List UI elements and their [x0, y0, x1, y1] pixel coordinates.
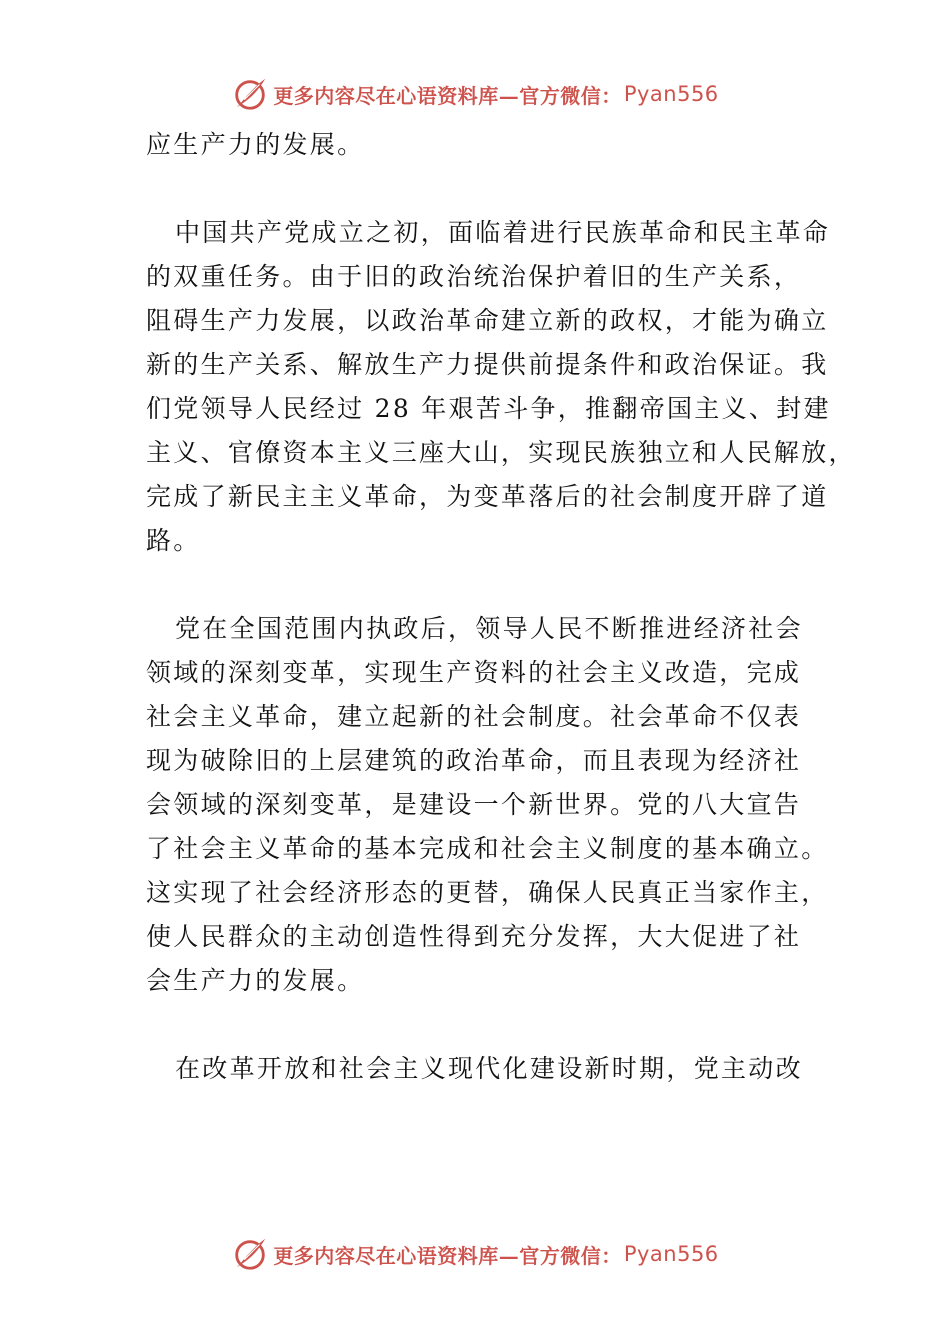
text-line: 应生产力的发展。 — [146, 130, 365, 159]
paragraph-gap — [146, 1003, 846, 1047]
paragraph-gap — [146, 563, 846, 607]
text-line: 了社会主义革命的基本完成和社会主义制度的基本确立。 — [146, 834, 829, 863]
watermark-text: 更多内容尽在心语资料库—官方微信： — [273, 1243, 622, 1268]
document-body — [146, 123, 856, 1091]
text-line: 这实现了社会经济形态的更替，确保人民真正当家作主， — [146, 878, 829, 907]
watermark-text: 更多内容尽在心语资料库—官方微信： — [273, 83, 622, 108]
paragraph — [146, 1047, 846, 1091]
watermark-wechat-id: Pyan556 — [623, 82, 719, 106]
paragraph — [146, 211, 856, 563]
feather-circle-logo-icon — [231, 75, 269, 113]
watermark-wechat-id: Pyan556 — [623, 1242, 719, 1266]
text-line: 的双重任务。由于旧的政治统治保护着旧的生产关系， — [146, 262, 802, 291]
text-line: 党在全国范围内执政后，领导人民不断推进经济社会 — [175, 614, 803, 643]
text-line: 主义、官僚资本主义三座大山，实现民族独立和人民解放， — [146, 438, 856, 467]
text-line: 路。 — [146, 526, 201, 555]
text-line: 领域的深刻变革，实现生产资料的社会主义改造，完成 — [146, 658, 802, 687]
text-line: 阻碍生产力发展，以政治革命建立新的政权，才能为确立 — [146, 306, 829, 335]
text-line: 现为破除旧的上层建筑的政治革命，而且表现为经济社 — [146, 746, 802, 775]
paragraph-gap — [146, 167, 846, 211]
text-line: 完成了新民主主义革命，为变革落后的社会制度开辟了道 — [146, 482, 829, 511]
text-line: 社会主义革命，建立起新的社会制度。社会革命不仅表 — [146, 702, 802, 731]
header-watermark — [0, 72, 950, 116]
text-line: 在改革开放和社会主义现代化建设新时期，党主动改 — [175, 1054, 803, 1083]
paragraph — [146, 607, 846, 1003]
text-line: 会生产力的发展。 — [146, 966, 365, 995]
paragraph — [146, 123, 846, 167]
text-line: 们党领导人民经过 28 年艰苦斗争，推翻帝国主义、封建 — [146, 394, 831, 423]
footer-watermark — [0, 1232, 950, 1276]
feather-circle-logo-icon — [231, 1235, 269, 1273]
text-line: 使人民群众的主动创造性得到充分发挥，大大促进了社 — [146, 922, 802, 951]
text-line: 新的生产关系、解放生产力提供前提条件和政治保证。我 — [146, 350, 829, 379]
text-line: 中国共产党成立之初，面临着进行民族革命和民主革命 — [175, 218, 831, 247]
text-line: 会领域的深刻变革，是建设一个新世界。党的八大宣告 — [146, 790, 802, 819]
